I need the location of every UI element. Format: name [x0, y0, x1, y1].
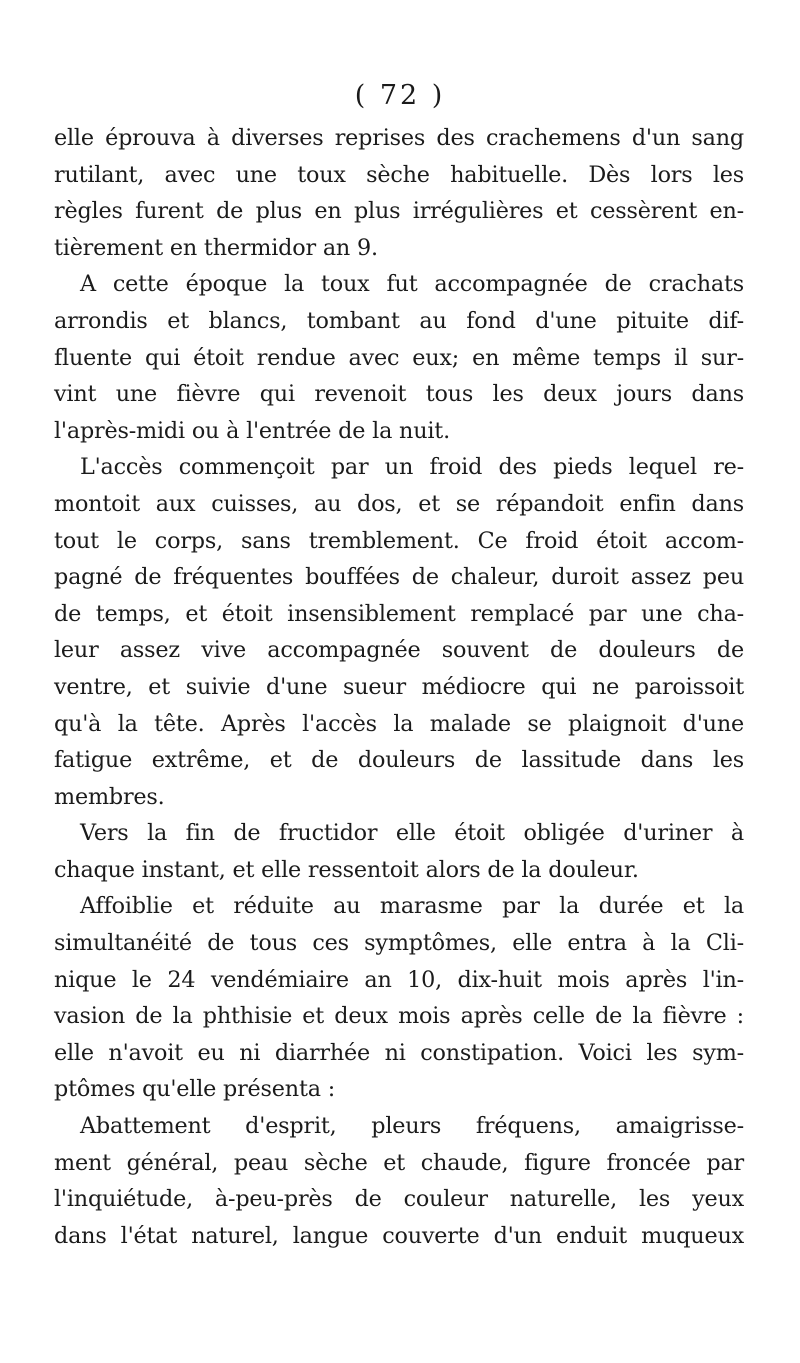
text-line: vint une fièvre qui revenoit tous les deux jours dans — [54, 381, 744, 408]
text-line: arrondis et blancs, tombant au fond d'une pituite dif- — [54, 307, 744, 334]
paragraph — [54, 266, 744, 449]
text-line: de temps, et étoit insensiblement remplacé par une cha- — [54, 600, 744, 627]
text-line: fluente qui étoit rendue avec eux; en même temps il sur- — [54, 344, 744, 371]
paragraph — [54, 1108, 744, 1254]
text-line: leur assez vive accompagnée souvent de douleurs de — [54, 637, 744, 664]
paragraph — [54, 815, 744, 888]
text-line: ventre, et suivie d'une sueur médiocre qui ne paroissoit — [54, 673, 744, 700]
text-line: qu'à la tête. Après l'accès la malade se plaignoit d'une — [54, 710, 744, 737]
paragraph — [54, 888, 744, 1108]
text-line: montoit aux cuisses, au dos, et se répandoit enfin dans — [54, 490, 744, 517]
text-line: règles furent de plus en plus irrégulières et cessèrent en- — [54, 198, 744, 225]
text-line: elle éprouva à diverses reprises des crachemens d'un sang — [54, 125, 744, 151]
text-line: vasion de la phthisie et deux mois après celle de la fièvre : — [54, 1003, 744, 1030]
text-line: chaque instant, et elle ressentoit alors de la douleur. — [54, 856, 639, 883]
text-line: Abattement d'esprit, pleurs fréquens, amaigrisse- — [80, 1113, 744, 1140]
body-text — [54, 120, 744, 1254]
text-line: Affoiblie et réduite au marasme par la durée et la — [80, 893, 744, 920]
text-line: elle n'avoit eu ni diarrhée ni constipation. Voici les sym- — [54, 1039, 744, 1066]
text-line: l'après-midi ou à l'entrée de la nuit. — [54, 417, 450, 444]
text-line: dans l'état naturel, langue couverte d'un enduit muqueux — [54, 1222, 744, 1249]
text-line: rutilant, avec une toux sèche habituelle. Dès lors les — [54, 161, 744, 188]
paragraph — [54, 449, 744, 815]
text-line: membres. — [54, 783, 165, 810]
text-line: L'accès commençoit par un froid des pieds lequel re- — [80, 454, 744, 481]
page-number: ( 72 ) — [354, 80, 446, 111]
text-line: ment général, peau sèche et chaude, figure froncée par — [54, 1149, 744, 1176]
text-line: tout le corps, sans tremblement. Ce froid étoit accom- — [54, 527, 744, 554]
text-line: tièrement en thermidor an 9. — [54, 234, 378, 261]
paragraph — [54, 120, 744, 266]
text-line: nique le 24 vendémiaire an 10, dix-huit mois après l'in- — [54, 966, 744, 993]
text-line: fatigue extrême, et de douleurs de lassitude dans les — [54, 747, 744, 774]
text-line: Vers la fin de fructidor elle étoit obligée d'uriner à — [80, 820, 744, 847]
text-line: simultanéité de tous ces symptômes, elle entra à la Cli- — [54, 930, 744, 957]
text-line: ptômes qu'elle présenta : — [54, 1076, 336, 1103]
text-line: l'inquiétude, à-peu-près de couleur naturelle, les yeux — [54, 1186, 744, 1213]
text-line: pagné de fréquentes bouffées de chaleur, duroit assez peu — [54, 564, 744, 591]
text-line: A cette époque la toux fut accompagnée de crachats — [80, 271, 744, 298]
